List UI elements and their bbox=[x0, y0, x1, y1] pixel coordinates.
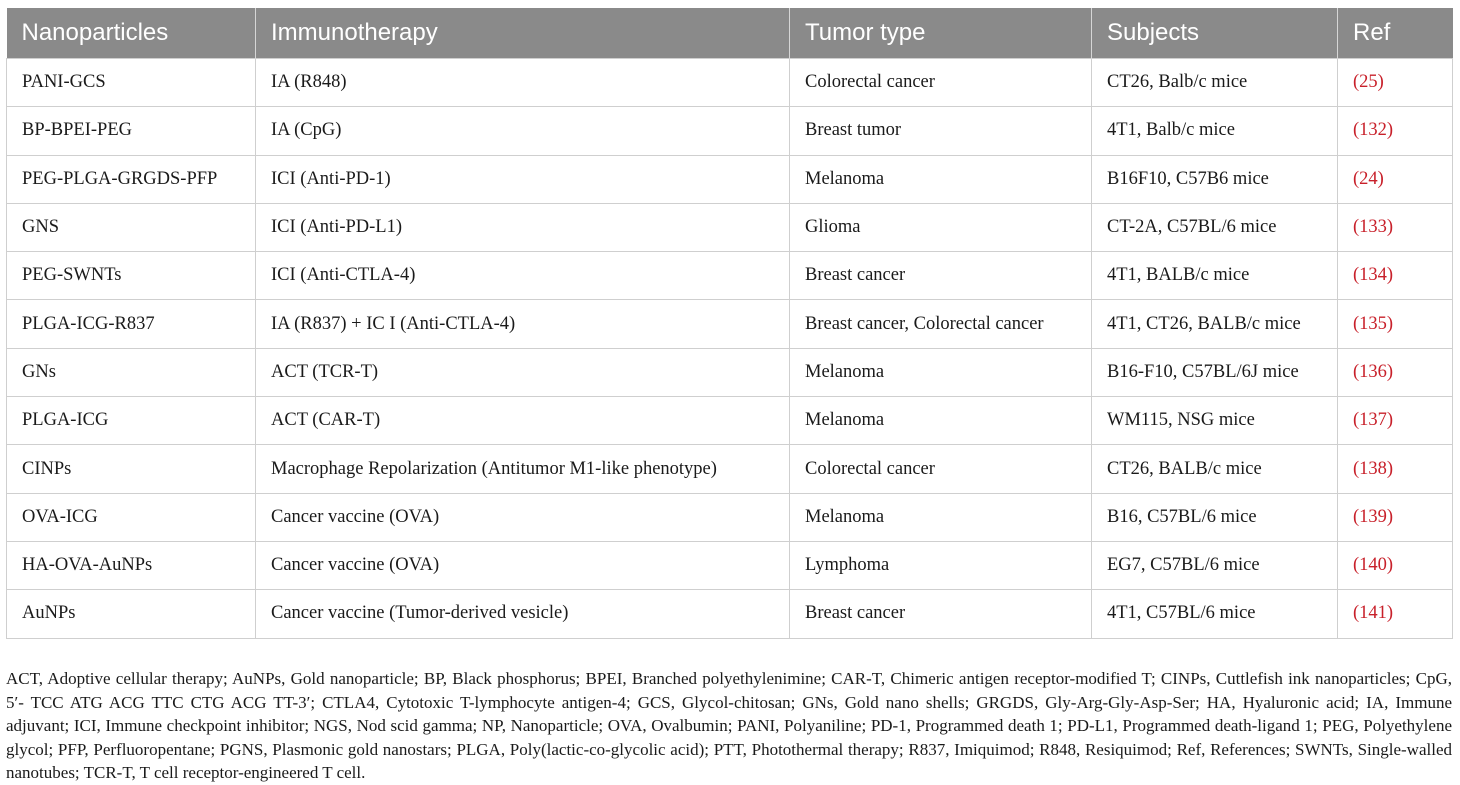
nanoparticle-immunotherapy-table bbox=[6, 8, 1453, 639]
ref-open-paren: ( bbox=[1353, 555, 1360, 576]
cell-immunotherapy: ICI (Anti-PD-1) bbox=[256, 155, 790, 203]
cell-immunotherapy: Cancer vaccine (OVA) bbox=[256, 493, 790, 541]
cell-nanoparticle: BP-BPEI-PEG bbox=[7, 107, 256, 155]
cell-subjects: B16F10, C57B6 mice bbox=[1092, 155, 1338, 203]
cell-tumor-type: Breast cancer, Colorectal cancer bbox=[790, 300, 1092, 348]
cell-tumor-type: Breast tumor bbox=[790, 107, 1092, 155]
cell-subjects: WM115, NSG mice bbox=[1092, 397, 1338, 445]
cell-tumor-type: Breast cancer bbox=[790, 252, 1092, 300]
cell-nanoparticle: PEG-PLGA-GRGDS-PFP bbox=[7, 155, 256, 203]
cell-subjects: CT26, BALB/c mice bbox=[1092, 445, 1338, 493]
cell-subjects: EG7, C57BL/6 mice bbox=[1092, 541, 1338, 589]
cell-immunotherapy: IA (R848) bbox=[256, 59, 790, 107]
ref-close-paren: ) bbox=[1377, 72, 1384, 93]
cell-subjects: 4T1, Balb/c mice bbox=[1092, 107, 1338, 155]
cell-tumor-type: Glioma bbox=[790, 203, 1092, 251]
cell-ref bbox=[1338, 397, 1453, 445]
ref-link[interactable]: 138 bbox=[1359, 458, 1387, 479]
cell-nanoparticle: GNs bbox=[7, 348, 256, 396]
cell-tumor-type: Lymphoma bbox=[790, 541, 1092, 589]
cell-nanoparticle: HA-OVA-AuNPs bbox=[7, 541, 256, 589]
cell-immunotherapy: IA (CpG) bbox=[256, 107, 790, 155]
table-row bbox=[7, 590, 1453, 638]
ref-link[interactable]: 132 bbox=[1359, 120, 1387, 141]
ref-link[interactable]: 134 bbox=[1359, 265, 1387, 286]
ref-open-paren: ( bbox=[1353, 72, 1360, 93]
cell-ref bbox=[1338, 541, 1453, 589]
cell-nanoparticle: PLGA-ICG-R837 bbox=[7, 300, 256, 348]
ref-close-paren: ) bbox=[1386, 313, 1394, 334]
table-footnote: ACT, Adoptive cellular therapy; AuNPs, Gold nanoparticle; BP, Black phosphorus; BPEI, Branched polyethylenimine; CAR-T, Chimeric antigen receptor-modified T; CINPs, Cuttlefish ink nanoparticles; CpG, 5′- TCC ATG ACG TTC CTG ACG TT-3′; CTLA4, Cytotoxic T-lymphocyte antigen-4; GCS, Glycol-chitosan; GNs, Gold nano shells; GRGDS, Gly-Arg-Gly-Asp-Ser; HA, Hyaluronic acid; IA, Immune adjuvant; ICI, Immune checkpoint inhibitor; NGS, Nod scid gamma; NP, Nanoparticle; OVA, Ovalbumin; PANI, Polyaniline; PD-1, Programmed death 1; PD-L1, Programmed death-ligand 1; PEG, Polyethylene glycol; PFP, Perfluoropentane; PGNS, Plasmonic gold nanostars; PLGA, Poly(lactic-co-glycolic acid); PTT, Photothermal therapy; R837, Imiquimod; R848, Resiquimod; Ref, References; SWNTs, Single-walled nanotubes; TCR-T, T cell receptor-engineered T cell. bbox=[6, 669, 1452, 782]
cell-nanoparticle: PEG-SWNTs bbox=[7, 252, 256, 300]
cell-immunotherapy: ICI (Anti-PD-L1) bbox=[256, 203, 790, 251]
ref-link[interactable]: 137 bbox=[1359, 410, 1387, 431]
cell-immunotherapy: Macrophage Repolarization (Antitumor M1-like phenotype) bbox=[256, 445, 790, 493]
ref-open-paren: ( bbox=[1353, 361, 1360, 382]
cell-tumor-type: Breast cancer bbox=[790, 590, 1092, 638]
cell-tumor-type: Colorectal cancer bbox=[790, 445, 1092, 493]
ref-link[interactable]: 141 bbox=[1359, 603, 1387, 624]
table-row bbox=[7, 59, 1453, 107]
cell-ref bbox=[1338, 590, 1453, 638]
cell-ref bbox=[1338, 493, 1453, 541]
ref-link[interactable]: 139 bbox=[1359, 506, 1387, 527]
header-immunotherapy: Immunotherapy bbox=[256, 8, 790, 59]
ref-open-paren: ( bbox=[1353, 603, 1360, 624]
ref-open-paren: ( bbox=[1353, 120, 1360, 141]
ref-close-paren: ) bbox=[1377, 168, 1384, 189]
cell-nanoparticle: OVA-ICG bbox=[7, 493, 256, 541]
cell-nanoparticle: AuNPs bbox=[7, 590, 256, 638]
cell-nanoparticle: PLGA-ICG bbox=[7, 397, 256, 445]
cell-nanoparticle: GNS bbox=[7, 203, 256, 251]
cell-immunotherapy: ACT (TCR-T) bbox=[256, 348, 790, 396]
cell-subjects: CT26, Balb/c mice bbox=[1092, 59, 1338, 107]
header-ref: Ref bbox=[1338, 8, 1453, 59]
table-row bbox=[7, 203, 1453, 251]
table-row bbox=[7, 107, 1453, 155]
cell-tumor-type: Colorectal cancer bbox=[790, 59, 1092, 107]
table-row bbox=[7, 493, 1453, 541]
table-row bbox=[7, 300, 1453, 348]
ref-close-paren: ) bbox=[1386, 410, 1394, 431]
cell-ref bbox=[1338, 203, 1453, 251]
cell-tumor-type: Melanoma bbox=[790, 348, 1092, 396]
ref-link[interactable]: 24 bbox=[1359, 168, 1378, 189]
table-row bbox=[7, 397, 1453, 445]
cell-tumor-type: Melanoma bbox=[790, 155, 1092, 203]
ref-open-paren: ( bbox=[1353, 458, 1360, 479]
ref-close-paren: ) bbox=[1386, 458, 1394, 479]
header-nanoparticles: Nanoparticles bbox=[7, 8, 256, 59]
cell-subjects: B16-F10, C57BL/6J mice bbox=[1092, 348, 1338, 396]
cell-tumor-type: Melanoma bbox=[790, 493, 1092, 541]
table-row bbox=[7, 445, 1453, 493]
ref-open-paren: ( bbox=[1353, 410, 1360, 431]
table-row bbox=[7, 541, 1453, 589]
cell-nanoparticle: PANI-GCS bbox=[7, 59, 256, 107]
cell-subjects: 4T1, CT26, BALB/c mice bbox=[1092, 300, 1338, 348]
cell-nanoparticle: CINPs bbox=[7, 445, 256, 493]
ref-link[interactable]: 133 bbox=[1359, 217, 1387, 238]
data-table-container bbox=[6, 8, 1452, 639]
cell-immunotherapy: IA (R837) + IC I (Anti-CTLA-4) bbox=[256, 300, 790, 348]
cell-subjects: CT-2A, C57BL/6 mice bbox=[1092, 203, 1338, 251]
cell-ref bbox=[1338, 252, 1453, 300]
table-row bbox=[7, 252, 1453, 300]
ref-open-paren: ( bbox=[1353, 217, 1360, 238]
cell-immunotherapy: ACT (CAR-T) bbox=[256, 397, 790, 445]
ref-link[interactable]: 136 bbox=[1359, 361, 1387, 382]
cell-ref bbox=[1338, 59, 1453, 107]
cell-immunotherapy: Cancer vaccine (OVA) bbox=[256, 541, 790, 589]
cell-ref bbox=[1338, 155, 1453, 203]
ref-link[interactable]: 25 bbox=[1359, 72, 1378, 93]
cell-subjects: 4T1, C57BL/6 mice bbox=[1092, 590, 1338, 638]
header-tumor-type: Tumor type bbox=[790, 8, 1092, 59]
cell-ref bbox=[1338, 348, 1453, 396]
header-subjects: Subjects bbox=[1092, 8, 1338, 59]
ref-close-paren: ) bbox=[1386, 120, 1394, 141]
ref-close-paren: ) bbox=[1386, 555, 1394, 576]
ref-open-paren: ( bbox=[1353, 265, 1360, 286]
cell-subjects: B16, C57BL/6 mice bbox=[1092, 493, 1338, 541]
ref-close-paren: ) bbox=[1386, 506, 1394, 527]
ref-close-paren: ) bbox=[1386, 603, 1394, 624]
ref-link[interactable]: 140 bbox=[1359, 555, 1387, 576]
cell-immunotherapy: Cancer vaccine (Tumor-derived vesicle) bbox=[256, 590, 790, 638]
table-header-row bbox=[7, 8, 1453, 59]
ref-close-paren: ) bbox=[1386, 361, 1394, 382]
ref-close-paren: ) bbox=[1386, 217, 1394, 238]
ref-open-paren: ( bbox=[1353, 313, 1360, 334]
ref-link[interactable]: 135 bbox=[1359, 313, 1387, 334]
ref-open-paren: ( bbox=[1353, 168, 1360, 189]
cell-ref bbox=[1338, 107, 1453, 155]
table-row bbox=[7, 155, 1453, 203]
cell-ref bbox=[1338, 300, 1453, 348]
ref-open-paren: ( bbox=[1353, 506, 1360, 527]
cell-subjects: 4T1, BALB/c mice bbox=[1092, 252, 1338, 300]
cell-immunotherapy: ICI (Anti-CTLA-4) bbox=[256, 252, 790, 300]
ref-close-paren: ) bbox=[1386, 265, 1394, 286]
table-row bbox=[7, 348, 1453, 396]
cell-tumor-type: Melanoma bbox=[790, 397, 1092, 445]
cell-ref bbox=[1338, 445, 1453, 493]
table-body bbox=[7, 59, 1453, 639]
